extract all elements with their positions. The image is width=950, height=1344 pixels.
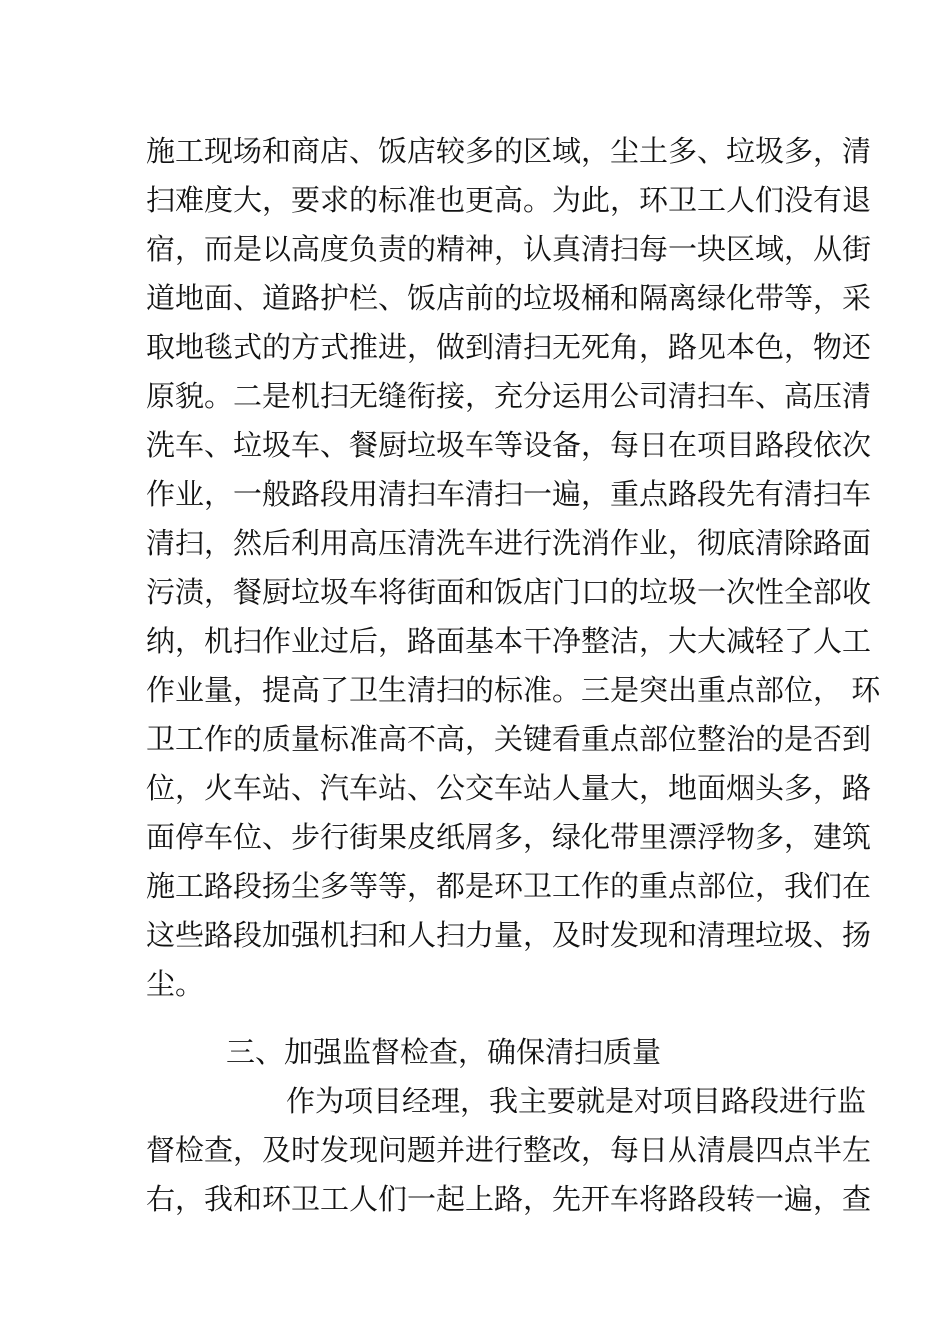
text-line: 道地面、道路护栏、饭店前的垃圾桶和隔离绿化带等，采	[146, 281, 872, 315]
section-heading	[226, 1028, 806, 1077]
text-line: 作为项目经理，我主要就是对项目路段进行监	[286, 1084, 867, 1118]
text-line: 位，火车站、汽车站、公交车站人量大，地面烟头多，路	[146, 771, 872, 805]
text-line: 卫工作的质量标准高不高，关键看重点部位整治的是否到	[146, 722, 872, 756]
text-line: 清扫，然后利用高压清洗车进行洗消作业，彻底清除路面	[146, 526, 872, 560]
text-line: 面停车位、步行街果皮纸屑多，绿化带里漂浮物多，建筑	[146, 820, 872, 854]
text-line: 原貌。二是机扫无缝衔接，充分运用公司清扫车、高压清	[146, 379, 872, 413]
text-line: 宿，而是以高度负责的精神，认真清扫每一块区域，从街	[146, 232, 872, 266]
text-line: 右，我和环卫工人们一起上路，先开车将路段转一遍，查	[146, 1182, 872, 1216]
section-heading-text: 三、加强监督检查，确保清扫质量	[226, 1035, 662, 1069]
text-line: 取地毯式的方式推进，做到清扫无死角，路见本色，物还	[146, 330, 872, 364]
body-paragraph	[146, 127, 881, 1009]
text-line: 施工路段扬尘多等等，都是环卫工作的重点部位，我们在	[146, 869, 872, 903]
text-line: 督检查，及时发现问题并进行整改，每日从清晨四点半左	[146, 1133, 872, 1167]
text-line: 纳，机扫作业过后，路面基本干净整洁，大大减轻了人工	[146, 624, 872, 658]
text-line: 作业量，提高了卫生清扫的标准。三是突出重点部位， 环	[146, 673, 881, 707]
body-paragraph	[146, 1077, 872, 1224]
text-line: 污渍，餐厨垃圾车将街面和饭店门口的垃圾一次性全部收	[146, 575, 872, 609]
text-line: 尘。	[146, 967, 205, 1001]
text-line: 洗车、垃圾车、餐厨垃圾车等设备，每日在项目路段依次	[146, 428, 872, 462]
text-line: 作业，一般路段用清扫车清扫一遍，重点路段先有清扫车	[146, 477, 872, 511]
text-line: 扫难度大，要求的标准也更高。为此，环卫工人们没有退	[146, 183, 872, 217]
text-line: 这些路段加强机扫和人扫力量，及时发现和清理垃圾、扬	[146, 918, 872, 952]
text-line: 施工现场和商店、饭店较多的区域，尘土多、垃圾多，清	[146, 134, 872, 168]
